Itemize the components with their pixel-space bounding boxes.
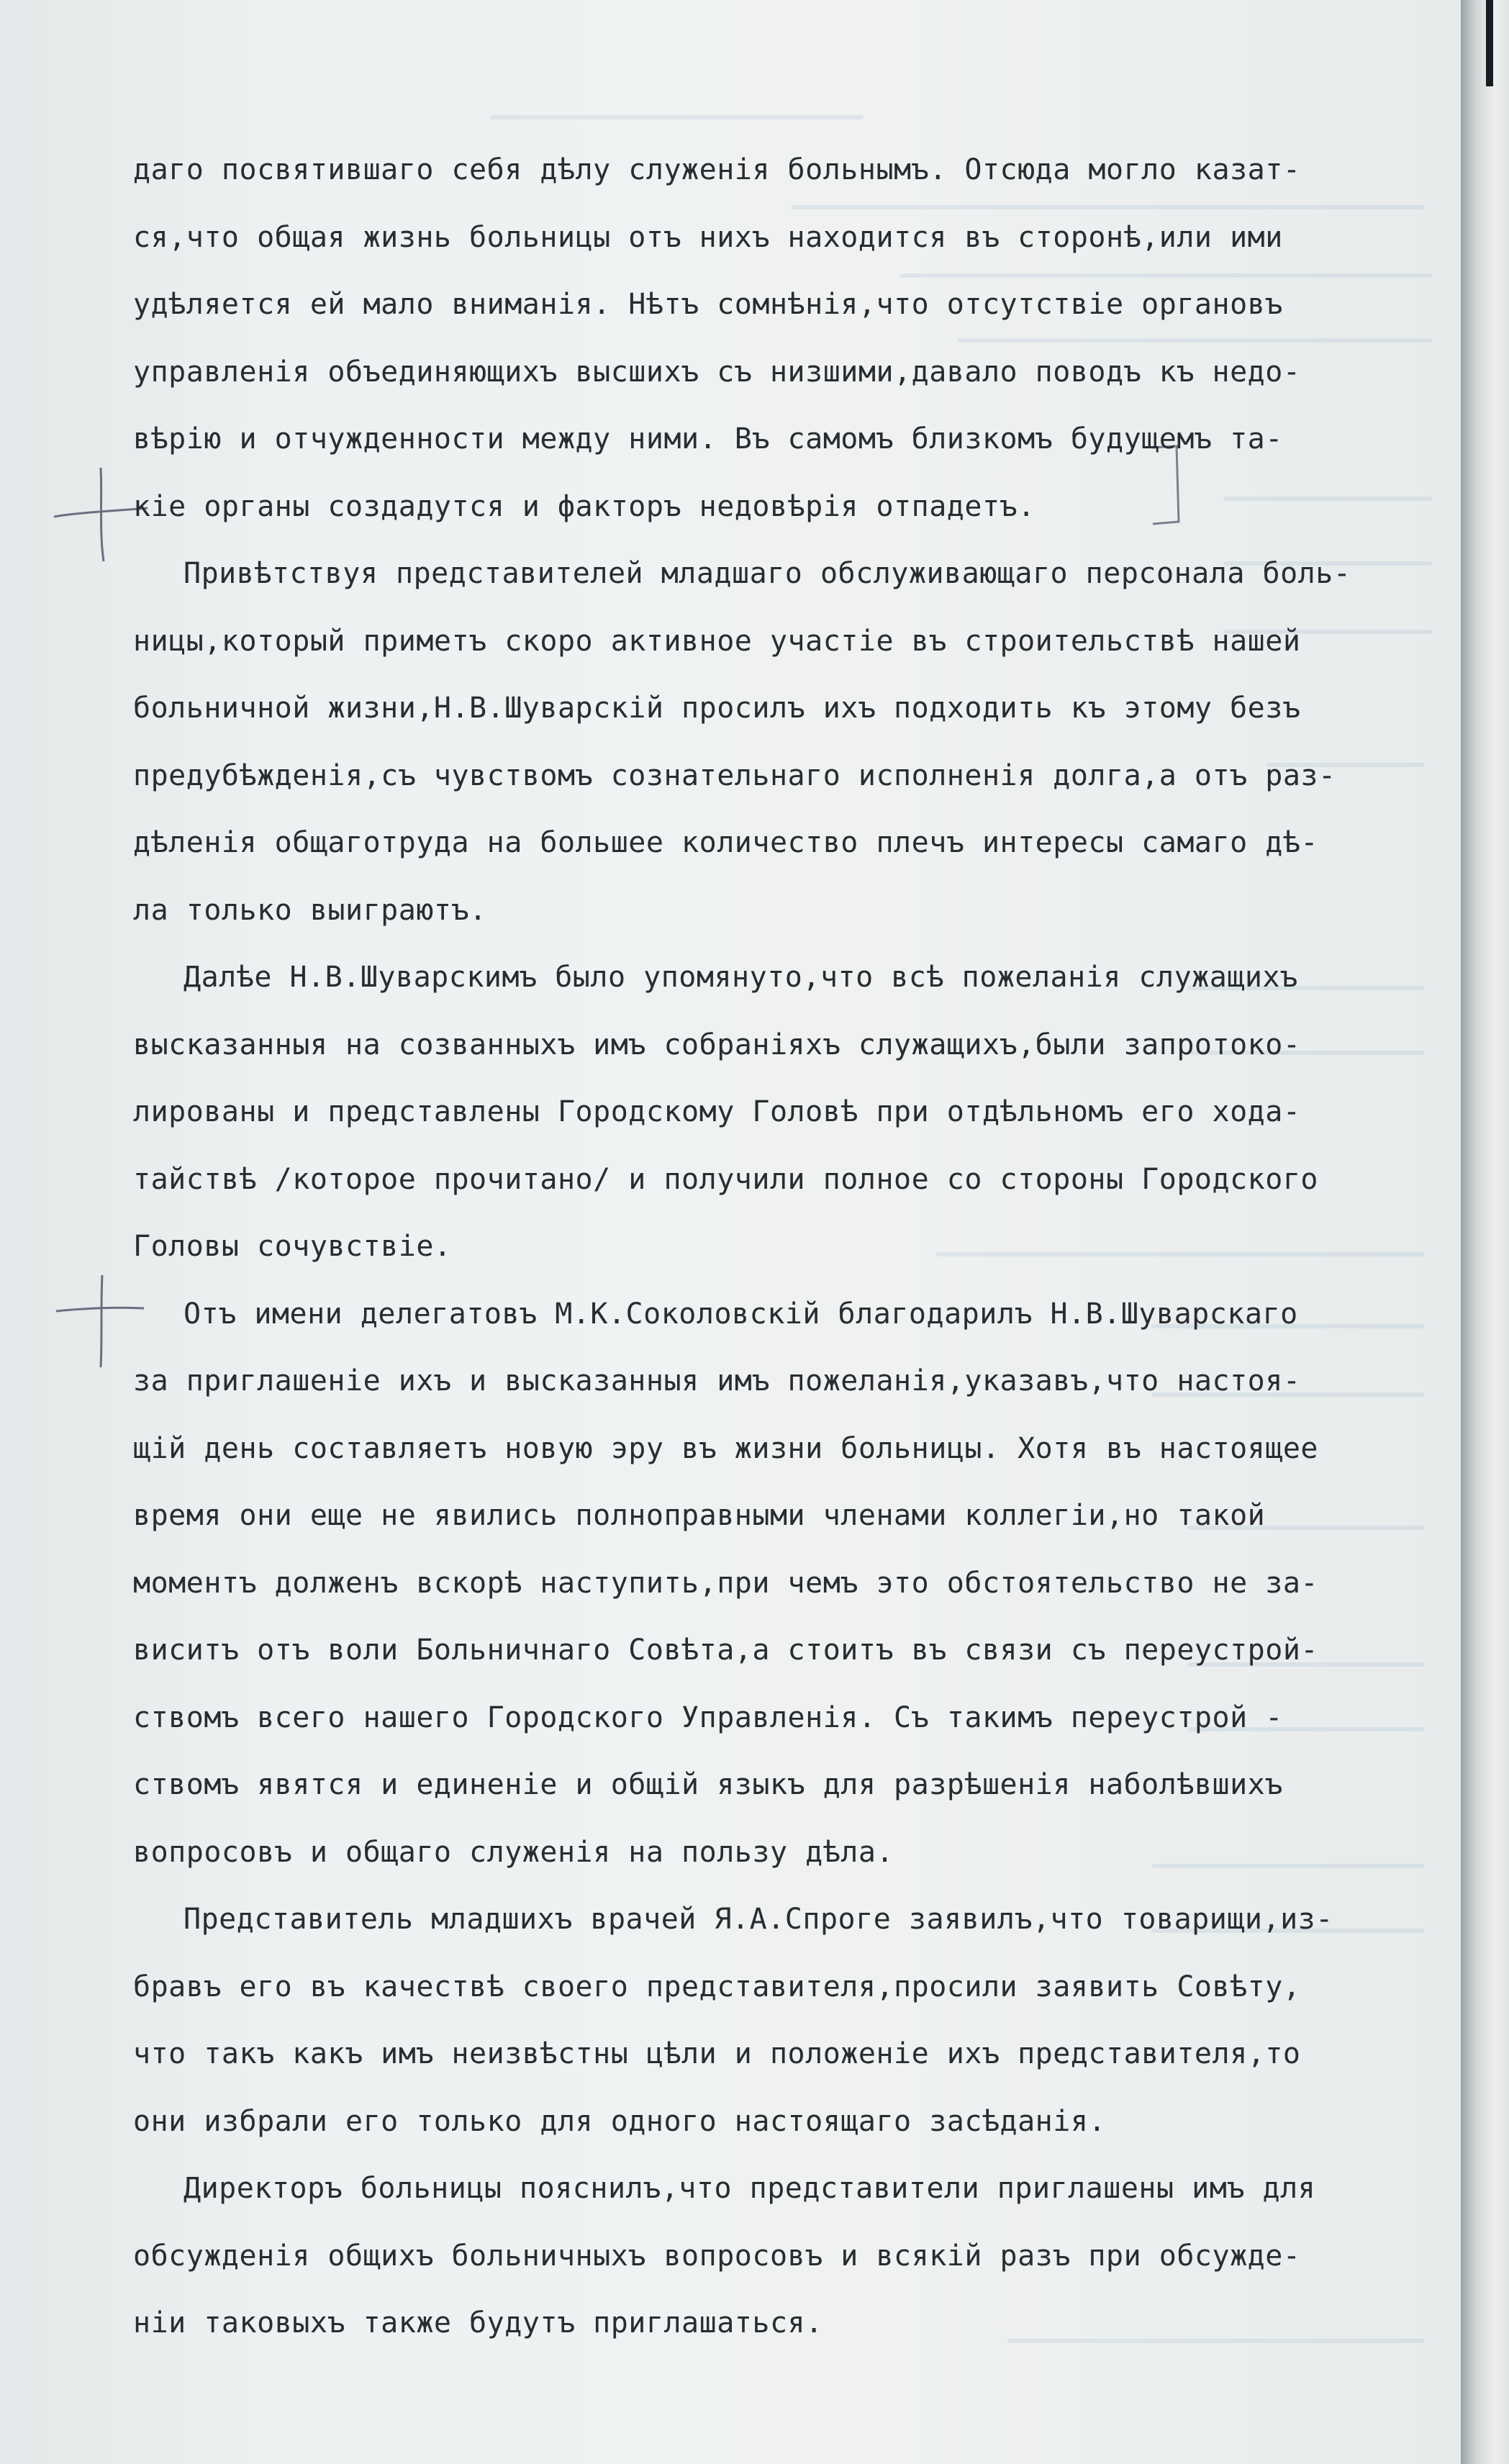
binding-shadow — [1486, 0, 1493, 86]
text-line: ніи таковыхъ также будутъ приглашаться. — [133, 2306, 823, 2340]
text-line: даго посвятившаго себя дѣлу служенія больнымъ. Отсюда могло казат- — [133, 153, 1301, 186]
text-line: что такъ какъ имъ неизвѣстны цѣли и положеніе ихъ представителя,то — [133, 2037, 1301, 2070]
text-line: больничной жизни,Н.В.Шуварскій просилъ ихъ подходить къ этому безъ — [133, 692, 1301, 725]
text-line: ствомъ явятся и единеніе и общій языкъ для разрѣшенія наболѣвшихъ — [133, 1768, 1283, 1801]
text-line: предубѣжденія,съ чувствомъ сознательнаго исполненія долга,а отъ раз- — [133, 758, 1336, 792]
text-line: моментъ долженъ вскорѣ наступить,при чемъ это обстоятельство не за- — [133, 1566, 1318, 1600]
text-line: время они еще не явились полноправными членами коллегіи,но такой — [133, 1499, 1266, 1532]
typed-text-block — [133, 137, 1450, 2357]
text-line: вѣрію и отчужденности между ними. Въ самомъ близкомъ будущемъ та- — [133, 422, 1283, 456]
text-line: управленія объединяющихъ высшихъ съ низшими,давало поводъ къ недо- — [133, 355, 1301, 389]
text-line: вопросовъ и общаго служенія на пользу дѣла. — [133, 1835, 894, 1869]
text-line: ла только выиграютъ. — [133, 893, 487, 927]
text-line: ся,что общая жизнь больницы отъ нихъ находится въ сторонѣ,или ими — [133, 220, 1283, 254]
text-line: Отъ имени делегатовъ М.К.Соколовскій благодарилъ Н.В.Шуварскаго — [183, 1297, 1298, 1331]
text-line: обсужденія общихъ больничныхъ вопросовъ и всякій разъ при обсужде- — [133, 2239, 1301, 2273]
text-line: удѣляется ей мало вниманія. Нѣтъ сомнѣнія,что отсутствіе органовъ — [133, 288, 1283, 321]
text-line: ствомъ всего нашего Городского Управленія. Съ такимъ переустрой - — [133, 1700, 1283, 1734]
text-line: дѣленія общаготруда на большее количество плечъ интересы самаго дѣ- — [133, 826, 1318, 859]
text-line: щій день составляетъ новую эру въ жизни больницы. Хотя въ настоящее — [133, 1431, 1318, 1465]
text-line: Далѣе Н.В.Шуварскимъ было упомянуто,что всѣ пожеланія служащихъ — [183, 961, 1298, 994]
text-line: тайствѣ /которое прочитано/ и получили полное со стороны Городского — [133, 1162, 1318, 1196]
text-line: за приглашеніе ихъ и высказанныя имъ пожеланія,указавъ,что настоя- — [133, 1364, 1301, 1398]
book-spine-edge — [1461, 0, 1509, 2464]
text-line: высказанныя на созванныхъ имъ собраніяхъ служащихъ,были запротоко- — [133, 1028, 1301, 1061]
text-line: ницы,который приметъ скоро активное участіе въ строительствѣ нашей — [133, 624, 1301, 658]
text-line: лированы и представлены Городскому Головѣ при отдѣльномъ его хода- — [133, 1095, 1301, 1128]
text-line: Директоръ больницы пояснилъ,что представители приглашены имъ для — [183, 2172, 1316, 2205]
text-line: Привѣтствуя представителей младшаго обслуживающаго персонала боль- — [183, 557, 1351, 590]
text-line: Представитель младшихъ врачей Я.А.Спроге заявилъ,что товарищи,из- — [183, 1903, 1333, 1936]
text-line: бравъ его въ качествѣ своего представителя,просили заявить Совѣту, — [133, 1970, 1301, 2003]
text-line: виситъ отъ воли Больничнаго Совѣта,а стоитъ въ связи съ переустрой- — [133, 1634, 1318, 1667]
text-line: они избрали его только для одного настоящаго засѣданія. — [133, 2104, 1107, 2138]
text-line: Головы сочувствіе. — [133, 1230, 452, 1263]
text-line: кіе органы создадутся и факторъ недовѣрія отпадетъ. — [133, 489, 1036, 523]
